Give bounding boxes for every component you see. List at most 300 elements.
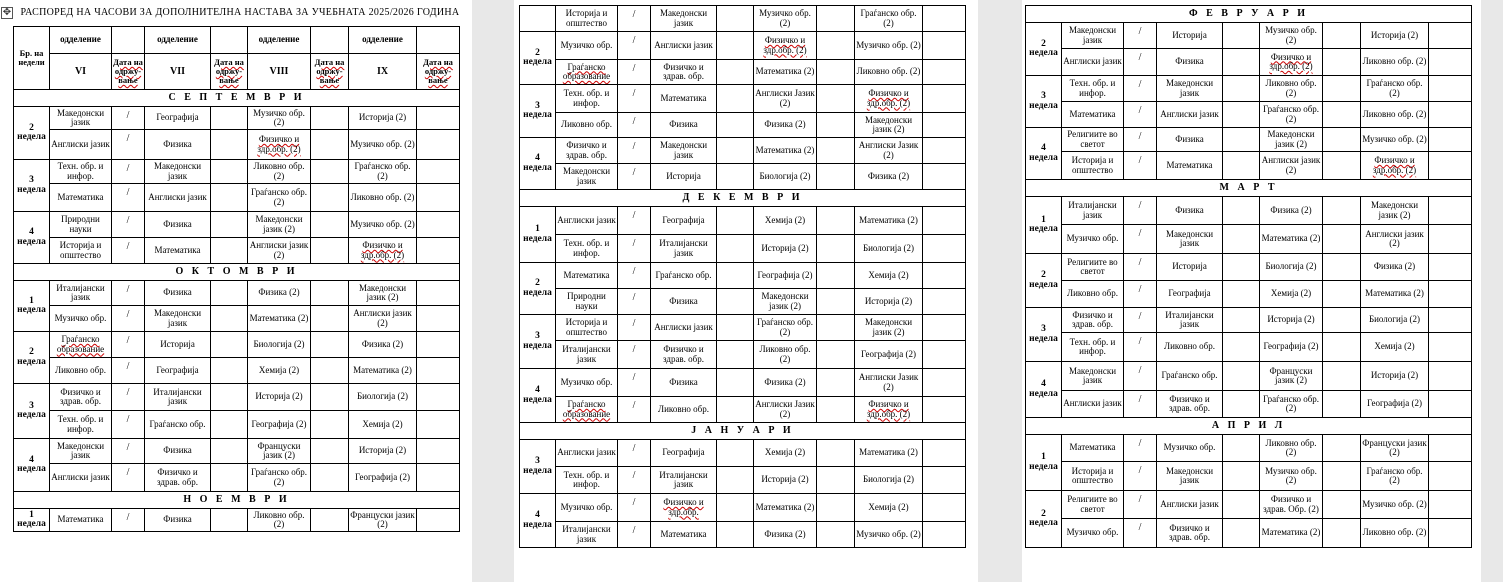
date-cell[interactable] <box>417 384 460 411</box>
subject-cell[interactable]: Биологија (2) <box>855 235 923 263</box>
date-cell[interactable] <box>1223 391 1260 418</box>
subject-cell[interactable]: Македонски јазик <box>145 306 211 332</box>
subject-cell[interactable]: Македонски јазик (2) <box>1361 197 1429 225</box>
subject-cell[interactable]: Биологија (2) <box>1260 254 1323 281</box>
subject-cell[interactable]: Историја и општество <box>50 238 112 264</box>
date-cell[interactable] <box>1429 152 1472 180</box>
date-cell[interactable] <box>1323 519 1361 548</box>
date-cell[interactable] <box>717 113 754 138</box>
subject-cell[interactable]: Биологија (2) <box>855 467 923 494</box>
subject-cell[interactable]: Граѓанско образование <box>556 60 618 85</box>
subject-cell[interactable]: Физичко и здрав. обр. <box>1062 308 1124 333</box>
date-cell[interactable] <box>817 32 855 60</box>
subject-cell[interactable]: Биологија (2) <box>349 384 417 411</box>
date-cell[interactable] <box>1323 281 1361 308</box>
date-cell[interactable] <box>1223 225 1260 254</box>
subject-cell[interactable]: Граѓанско образование <box>556 397 618 423</box>
date-cell[interactable] <box>1223 76 1260 102</box>
date-cell[interactable] <box>923 263 966 289</box>
subject-cell[interactable]: Физичко и здрав. Обр. (2) <box>1260 491 1323 519</box>
date-cell[interactable] <box>417 411 460 439</box>
subject-cell[interactable]: Физичко и здр.обр. (2) <box>1260 49 1323 76</box>
date-cell[interactable] <box>717 32 754 60</box>
date-cell[interactable] <box>817 467 855 494</box>
date-cell[interactable] <box>817 113 855 138</box>
date-cell[interactable] <box>717 522 754 548</box>
subject-cell[interactable]: Граѓанско обр. <box>145 411 211 439</box>
subject-cell[interactable]: Физика <box>651 289 717 315</box>
date-cell[interactable] <box>1323 197 1361 225</box>
subject-cell[interactable]: Хемија (2) <box>248 358 311 384</box>
date-cell[interactable] <box>817 522 855 548</box>
subject-cell[interactable]: Математика (2) <box>855 207 923 235</box>
subject-cell[interactable]: Македонски јазик <box>1157 462 1223 491</box>
subject-cell[interactable]: Француски јазик (2) <box>1361 435 1429 462</box>
date-cell[interactable] <box>817 369 855 397</box>
date-cell[interactable] <box>311 184 349 212</box>
date-cell[interactable] <box>817 341 855 369</box>
subject-cell[interactable]: Географија (2) <box>1260 333 1323 362</box>
subject-cell[interactable]: Физичко и здр.обр. (2) <box>349 238 417 264</box>
subject-cell[interactable]: Физичко и здрав. обр. <box>50 384 112 411</box>
subject-cell[interactable]: Физика (2) <box>754 113 817 138</box>
date-cell[interactable] <box>923 440 966 467</box>
date-cell[interactable] <box>1429 435 1472 462</box>
date-cell[interactable] <box>211 281 248 306</box>
subject-cell[interactable]: Географија <box>651 207 717 235</box>
date-cell[interactable] <box>311 464 349 492</box>
subject-cell[interactable]: Ликовно обр. (2) <box>248 509 311 532</box>
subject-cell[interactable]: Физичко и здр.обр. (2) <box>754 32 817 60</box>
subject-cell[interactable]: Англиски јазик <box>1062 49 1124 76</box>
subject-cell[interactable]: Религиите во светот <box>1062 491 1124 519</box>
subject-cell[interactable]: Математика (2) <box>754 494 817 522</box>
subject-cell[interactable]: Македонски јазик (2) <box>855 113 923 138</box>
date-cell[interactable] <box>311 107 349 130</box>
date-cell[interactable] <box>1429 76 1472 102</box>
subject-cell[interactable]: Македонски јазик (2) <box>349 281 417 306</box>
subject-cell[interactable]: Природни науки <box>556 289 618 315</box>
date-cell[interactable] <box>1223 49 1260 76</box>
date-cell[interactable] <box>1429 281 1472 308</box>
subject-cell[interactable]: Ликовно обр. (2) <box>855 60 923 85</box>
date-cell[interactable] <box>417 306 460 332</box>
date-cell[interactable] <box>417 332 460 358</box>
subject-cell[interactable]: Физика <box>1157 197 1223 225</box>
date-cell[interactable] <box>923 207 966 235</box>
subject-cell[interactable]: Македонски јазик <box>50 107 112 130</box>
subject-cell[interactable]: Граѓанско обр. (2) <box>1260 391 1323 418</box>
date-cell[interactable] <box>1429 462 1472 491</box>
subject-cell[interactable]: Техн. обр. и инфор. <box>556 235 618 263</box>
subject-cell[interactable]: Хемија (2) <box>754 440 817 467</box>
date-cell[interactable] <box>817 289 855 315</box>
subject-cell[interactable]: Македонски јазик <box>50 439 112 464</box>
date-cell[interactable] <box>1323 362 1361 391</box>
date-cell[interactable] <box>1223 281 1260 308</box>
subject-cell[interactable]: Англиски јазик <box>651 32 717 60</box>
date-cell[interactable] <box>1323 225 1361 254</box>
date-cell[interactable] <box>1223 128 1260 152</box>
date-cell[interactable] <box>923 85 966 113</box>
subject-cell[interactable]: Граѓанско обр. (2) <box>248 464 311 492</box>
subject-cell[interactable]: Физичко и здрав. обр. <box>651 341 717 369</box>
subject-cell[interactable]: Ликовно обр. (2) <box>754 341 817 369</box>
date-cell[interactable] <box>211 411 248 439</box>
subject-cell[interactable]: Музичко обр. <box>556 369 618 397</box>
subject-cell[interactable]: Географија (2) <box>1361 391 1429 418</box>
subject-cell[interactable]: Математика <box>50 509 112 532</box>
date-cell[interactable] <box>311 439 349 464</box>
date-cell[interactable] <box>211 358 248 384</box>
subject-cell[interactable]: Англиски јазик (2) <box>1260 152 1323 180</box>
subject-cell[interactable]: Физичко и здр.обр. (2) <box>248 130 311 160</box>
date-cell[interactable] <box>1223 23 1260 49</box>
date-cell[interactable] <box>1429 128 1472 152</box>
subject-cell[interactable]: Историја (2) <box>1260 308 1323 333</box>
subject-cell[interactable]: Математика (2) <box>349 358 417 384</box>
subject-cell[interactable]: Музичко обр. <box>556 32 618 60</box>
date-cell[interactable] <box>417 184 460 212</box>
subject-cell[interactable]: Физичко и здрав. обр. <box>1157 391 1223 418</box>
subject-cell[interactable]: Техн. обр. и инфор. <box>50 160 112 184</box>
date-cell[interactable] <box>923 467 966 494</box>
subject-cell[interactable]: Техн. обр. и инфор. <box>556 467 618 494</box>
subject-cell[interactable]: Италијански јазик <box>556 522 618 548</box>
date-cell[interactable] <box>1429 519 1472 548</box>
subject-cell[interactable]: Англиски јазик (2) <box>248 238 311 264</box>
date-cell[interactable] <box>717 467 754 494</box>
subject-cell[interactable]: Хемија (2) <box>1361 333 1429 362</box>
date-cell[interactable] <box>211 439 248 464</box>
date-cell[interactable] <box>1429 391 1472 418</box>
date-cell[interactable] <box>311 238 349 264</box>
subject-cell[interactable]: Ликовно обр. (2) <box>248 160 311 184</box>
subject-cell[interactable]: Историја <box>651 164 717 190</box>
date-cell[interactable] <box>1323 23 1361 49</box>
date-cell[interactable] <box>717 60 754 85</box>
date-cell[interactable] <box>211 184 248 212</box>
subject-cell[interactable]: Хемија (2) <box>855 263 923 289</box>
date-cell[interactable] <box>417 130 460 160</box>
date-cell[interactable] <box>717 235 754 263</box>
subject-cell[interactable]: Историја <box>145 332 211 358</box>
date-cell[interactable] <box>1323 152 1361 180</box>
table-move-handle-icon[interactable]: ✥ <box>2 7 12 18</box>
subject-cell[interactable]: Историја (2) <box>349 107 417 130</box>
subject-cell[interactable]: Физика <box>651 369 717 397</box>
date-cell[interactable] <box>1429 308 1472 333</box>
date-cell[interactable] <box>717 164 754 190</box>
subject-cell[interactable]: Техн. обр. и инфор. <box>1062 76 1124 102</box>
subject-cell[interactable]: Италијански јазик <box>556 341 618 369</box>
subject-cell[interactable]: Македонски јазик <box>1062 23 1124 49</box>
subject-cell[interactable]: Физика <box>145 509 211 532</box>
date-cell[interactable] <box>211 464 248 492</box>
date-cell[interactable] <box>923 494 966 522</box>
date-cell[interactable] <box>1429 333 1472 362</box>
subject-cell[interactable]: Хемија (2) <box>754 207 817 235</box>
date-cell[interactable] <box>211 306 248 332</box>
subject-cell[interactable]: Англиски јазик <box>651 315 717 341</box>
subject-cell[interactable]: Англиски Јазик (2) <box>855 138 923 164</box>
subject-cell[interactable]: Историја <box>1157 23 1223 49</box>
date-cell[interactable] <box>211 384 248 411</box>
date-cell[interactable] <box>923 138 966 164</box>
subject-cell[interactable]: Италијански јазик <box>651 235 717 263</box>
subject-cell[interactable]: Музичко обр. <box>1062 519 1124 548</box>
subject-cell[interactable]: Македонски јазик (2) <box>754 289 817 315</box>
date-cell[interactable] <box>1429 225 1472 254</box>
subject-cell[interactable]: Француски јазик (2) <box>349 509 417 532</box>
subject-cell[interactable]: Музичко обр. (2) <box>1260 462 1323 491</box>
date-cell[interactable] <box>1323 102 1361 128</box>
date-cell[interactable] <box>1223 491 1260 519</box>
date-cell[interactable] <box>923 341 966 369</box>
date-cell[interactable] <box>717 369 754 397</box>
subject-cell[interactable]: Англиски Јазик (2) <box>855 369 923 397</box>
date-cell[interactable] <box>417 358 460 384</box>
subject-cell[interactable]: Историја и општество <box>1062 462 1124 491</box>
subject-cell[interactable]: Физика (2) <box>754 369 817 397</box>
date-cell[interactable] <box>417 439 460 464</box>
date-cell[interactable] <box>817 6 855 32</box>
subject-cell[interactable]: Физичко и здр.обр. <box>651 494 717 522</box>
date-cell[interactable] <box>417 107 460 130</box>
subject-cell[interactable]: Англиски јазик <box>145 184 211 212</box>
subject-cell[interactable]: Физичко и здрав. обр. <box>556 138 618 164</box>
date-cell[interactable] <box>1223 102 1260 128</box>
date-cell[interactable] <box>311 411 349 439</box>
subject-cell[interactable]: Македонски јазик <box>651 6 717 32</box>
subject-cell[interactable]: Ликовно обр. <box>1062 281 1124 308</box>
subject-cell[interactable]: Музичко обр. (2) <box>248 107 311 130</box>
date-cell[interactable] <box>923 289 966 315</box>
subject-cell[interactable]: Музичко обр. (2) <box>855 32 923 60</box>
subject-cell[interactable]: Физика (2) <box>1361 254 1429 281</box>
subject-cell[interactable]: Математика <box>556 263 618 289</box>
subject-cell[interactable]: Музичко обр. (2) <box>1361 491 1429 519</box>
subject-cell[interactable]: Македонски јазик <box>1157 76 1223 102</box>
subject-cell[interactable]: Англиски јазик <box>556 440 618 467</box>
date-cell[interactable] <box>311 212 349 238</box>
date-cell[interactable] <box>1323 333 1361 362</box>
subject-cell[interactable]: Македонски јазик <box>145 160 211 184</box>
subject-cell[interactable]: Италијански јазик <box>651 467 717 494</box>
subject-cell[interactable]: Математика (2) <box>1260 225 1323 254</box>
date-cell[interactable] <box>1223 254 1260 281</box>
date-cell[interactable] <box>311 509 349 532</box>
date-cell[interactable] <box>717 289 754 315</box>
subject-cell[interactable]: Ликовно обр. (2) <box>1361 49 1429 76</box>
date-cell[interactable] <box>1323 462 1361 491</box>
subject-cell[interactable]: Македонски јазик (2) <box>248 212 311 238</box>
date-cell[interactable] <box>1323 254 1361 281</box>
subject-cell[interactable]: Физика (2) <box>754 522 817 548</box>
subject-cell[interactable]: Ликовно обр. (2) <box>1260 76 1323 102</box>
subject-cell[interactable]: Англиски Јазик (2) <box>754 397 817 423</box>
subject-cell[interactable]: Географија (2) <box>855 341 923 369</box>
date-cell[interactable] <box>311 332 349 358</box>
date-cell[interactable] <box>923 164 966 190</box>
subject-cell[interactable]: Математика <box>145 238 211 264</box>
date-cell[interactable] <box>923 60 966 85</box>
subject-cell[interactable]: Италијански јазик <box>50 281 112 306</box>
date-cell[interactable] <box>717 397 754 423</box>
subject-cell[interactable]: Физика <box>651 113 717 138</box>
subject-cell[interactable]: Македонски јазик <box>556 164 618 190</box>
subject-cell[interactable]: Природни науки <box>50 212 112 238</box>
date-cell[interactable] <box>417 238 460 264</box>
date-cell[interactable] <box>923 113 966 138</box>
date-cell[interactable] <box>817 263 855 289</box>
subject-cell[interactable]: Англиски јазик <box>50 130 112 160</box>
date-cell[interactable] <box>817 138 855 164</box>
date-cell[interactable] <box>211 107 248 130</box>
date-cell[interactable] <box>311 358 349 384</box>
subject-cell[interactable]: Физика (2) <box>1260 197 1323 225</box>
date-cell[interactable] <box>1223 435 1260 462</box>
date-cell[interactable] <box>1323 435 1361 462</box>
subject-cell[interactable]: Граѓанско обр. (2) <box>754 315 817 341</box>
subject-cell[interactable]: Физика <box>145 212 211 238</box>
subject-cell[interactable]: Граѓанско обр. (2) <box>1361 76 1429 102</box>
date-cell[interactable] <box>923 522 966 548</box>
subject-cell[interactable]: Биологија (2) <box>248 332 311 358</box>
subject-cell[interactable]: Музичко обр. (2) <box>754 6 817 32</box>
subject-cell[interactable]: Музичко обр. <box>1062 225 1124 254</box>
date-cell[interactable] <box>311 306 349 332</box>
date-cell[interactable] <box>1429 197 1472 225</box>
date-cell[interactable] <box>311 160 349 184</box>
subject-cell[interactable]: Музичко обр. <box>50 306 112 332</box>
subject-cell[interactable]: Граѓанско обр. (2) <box>1361 462 1429 491</box>
date-cell[interactable] <box>1323 391 1361 418</box>
subject-cell[interactable]: Ликовно обр. (2) <box>349 184 417 212</box>
date-cell[interactable] <box>817 85 855 113</box>
subject-cell[interactable]: Географија (2) <box>754 263 817 289</box>
subject-cell[interactable]: Музичко обр. (2) <box>349 212 417 238</box>
subject-cell[interactable]: Географија <box>145 358 211 384</box>
subject-cell[interactable]: Македонски јазик <box>1157 225 1223 254</box>
subject-cell[interactable]: Граѓанско обр. <box>651 263 717 289</box>
subject-cell[interactable]: Македонски јазик (2) <box>855 315 923 341</box>
date-cell[interactable] <box>817 207 855 235</box>
date-cell[interactable] <box>211 238 248 264</box>
date-cell[interactable] <box>211 212 248 238</box>
subject-cell[interactable]: Историја (2) <box>754 467 817 494</box>
date-cell[interactable] <box>1323 128 1361 152</box>
subject-cell[interactable]: Математика <box>50 184 112 212</box>
date-cell[interactable] <box>1429 254 1472 281</box>
subject-cell[interactable]: Историја <box>1157 254 1223 281</box>
subject-cell[interactable]: Ликовно обр. (2) <box>1361 519 1429 548</box>
subject-cell[interactable]: Математика <box>651 85 717 113</box>
subject-cell[interactable]: Физика <box>145 130 211 160</box>
date-cell[interactable] <box>1223 362 1260 391</box>
date-cell[interactable] <box>817 494 855 522</box>
date-cell[interactable] <box>1223 152 1260 180</box>
subject-cell[interactable]: Географија <box>651 440 717 467</box>
subject-cell[interactable]: Граѓанско обр. (2) <box>1260 102 1323 128</box>
date-cell[interactable] <box>1323 49 1361 76</box>
subject-cell[interactable]: Историја (2) <box>754 235 817 263</box>
subject-cell[interactable]: Англиски јазик <box>556 207 618 235</box>
subject-cell[interactable]: Граѓанско обр. (2) <box>855 6 923 32</box>
subject-cell[interactable]: Техн. обр. и инфор. <box>1062 333 1124 362</box>
date-cell[interactable] <box>211 332 248 358</box>
date-cell[interactable] <box>1223 519 1260 548</box>
subject-cell[interactable]: Музичко обр. (2) <box>1361 128 1429 152</box>
date-cell[interactable] <box>717 85 754 113</box>
subject-cell[interactable]: Физика <box>145 439 211 464</box>
subject-cell[interactable]: Географија <box>1157 281 1223 308</box>
date-cell[interactable] <box>923 369 966 397</box>
date-cell[interactable] <box>1429 23 1472 49</box>
subject-cell[interactable]: Хемија (2) <box>349 411 417 439</box>
subject-cell[interactable]: Физика (2) <box>855 164 923 190</box>
date-cell[interactable] <box>1323 491 1361 519</box>
subject-cell[interactable]: Биологија (2) <box>1361 308 1429 333</box>
subject-cell[interactable]: Математика <box>1157 152 1223 180</box>
subject-cell[interactable]: Физичко и здрав. обр. <box>145 464 211 492</box>
date-cell[interactable] <box>1223 308 1260 333</box>
subject-cell[interactable]: Историја и општество <box>1062 152 1124 180</box>
date-cell[interactable] <box>717 494 754 522</box>
subject-cell[interactable]: Италијански јазик <box>1062 197 1124 225</box>
subject-cell[interactable]: Математика <box>651 522 717 548</box>
subject-cell[interactable]: Граѓанско образование <box>50 332 112 358</box>
subject-cell[interactable]: Математика (2) <box>1260 519 1323 548</box>
date-cell[interactable] <box>817 440 855 467</box>
subject-cell[interactable]: Математика (2) <box>754 60 817 85</box>
date-cell[interactable] <box>1223 462 1260 491</box>
subject-cell[interactable]: Историја и општество <box>556 315 618 341</box>
date-cell[interactable] <box>311 130 349 160</box>
subject-cell[interactable]: Математика (2) <box>855 440 923 467</box>
subject-cell[interactable]: Ликовно обр. <box>50 358 112 384</box>
subject-cell[interactable]: Физичко и здр.обр. (2) <box>1361 152 1429 180</box>
date-cell[interactable] <box>817 397 855 423</box>
date-cell[interactable] <box>1323 76 1361 102</box>
subject-cell[interactable]: Англиски јазик <box>1157 102 1223 128</box>
subject-cell[interactable]: Математика (2) <box>1361 281 1429 308</box>
subject-cell[interactable]: Граѓанско обр. <box>1157 362 1223 391</box>
subject-cell[interactable]: Физика <box>145 281 211 306</box>
subject-cell[interactable]: Француски јазик (2) <box>248 439 311 464</box>
date-cell[interactable] <box>417 160 460 184</box>
subject-cell[interactable]: Француски јазик (2) <box>1260 362 1323 391</box>
subject-cell[interactable]: Географија (2) <box>349 464 417 492</box>
date-cell[interactable] <box>923 32 966 60</box>
subject-cell[interactable]: Хемија (2) <box>855 494 923 522</box>
subject-cell[interactable]: Македонски јазик <box>1062 362 1124 391</box>
subject-cell[interactable]: Италијански јазик <box>1157 308 1223 333</box>
subject-cell[interactable]: Физичко и здр.обр. (2) <box>855 397 923 423</box>
subject-cell[interactable]: Македонски јазик <box>651 138 717 164</box>
subject-cell[interactable]: Историја (2) <box>855 289 923 315</box>
date-cell[interactable] <box>211 130 248 160</box>
subject-cell[interactable]: Религиите во светот <box>1062 128 1124 152</box>
subject-cell[interactable]: Математика (2) <box>248 306 311 332</box>
date-cell[interactable] <box>923 397 966 423</box>
subject-cell[interactable]: Техн. обр. и инфор. <box>556 85 618 113</box>
subject-cell[interactable]: Италијански јазик <box>145 384 211 411</box>
date-cell[interactable] <box>211 509 248 532</box>
date-cell[interactable] <box>817 164 855 190</box>
subject-cell[interactable]: Географија (2) <box>248 411 311 439</box>
subject-cell[interactable]: Историја (2) <box>1361 23 1429 49</box>
